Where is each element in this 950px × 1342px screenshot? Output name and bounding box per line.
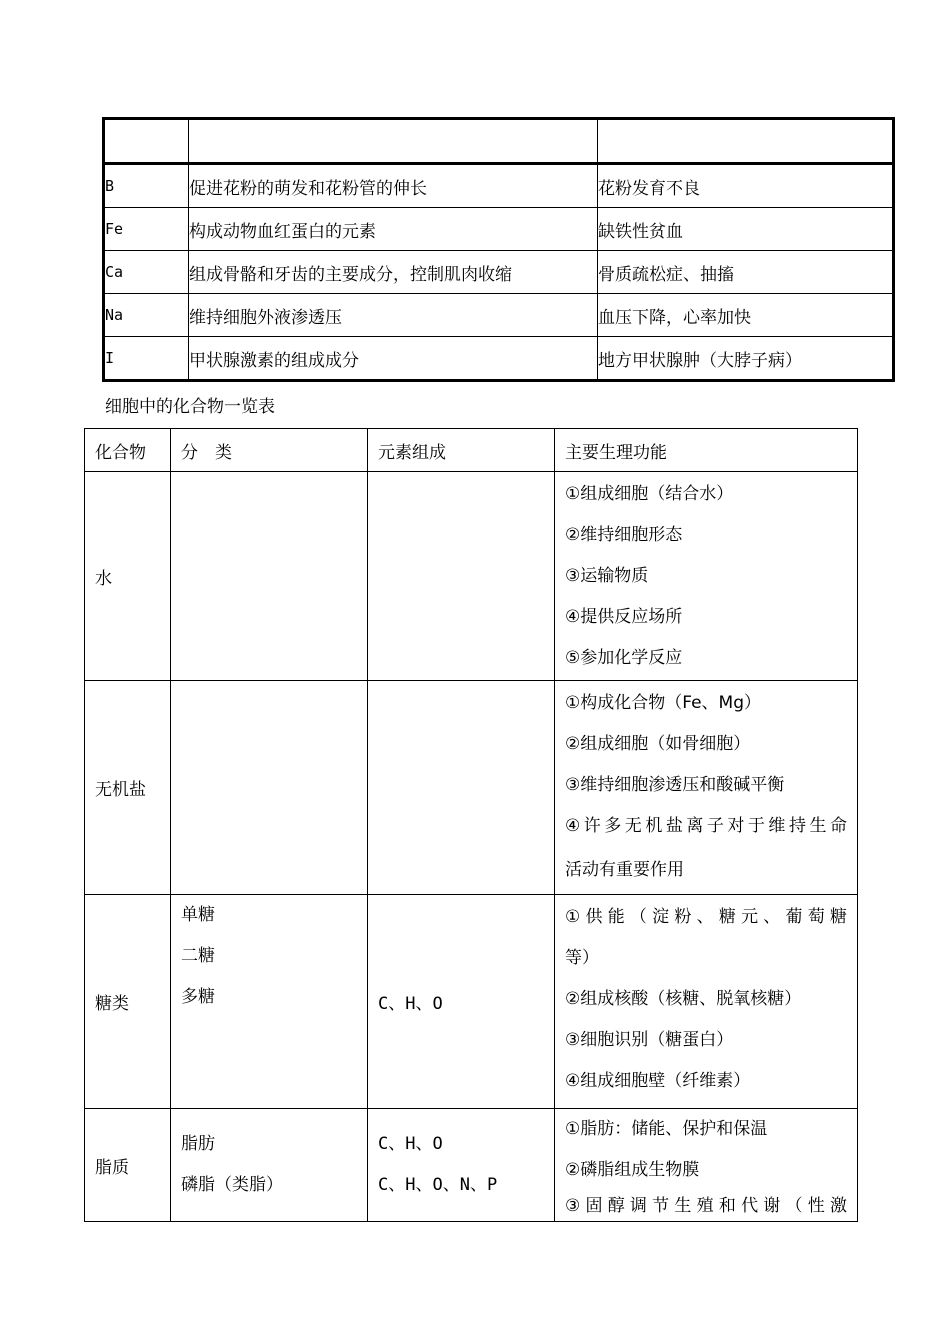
- function-item: ③固醇调节生殖和代谢（性激: [565, 1196, 847, 1216]
- table-row-carbohydrates: [85, 895, 858, 1109]
- table-row-lipids: [85, 1109, 858, 1222]
- function-item: ③细胞识别（糖蛋白）: [565, 1030, 734, 1050]
- element-symbol: B: [104, 164, 189, 208]
- table-row: [104, 164, 894, 208]
- table-row: [104, 251, 894, 294]
- header-class: 分 类: [171, 429, 368, 472]
- function-item: ②组成核酸（核糖、脱氧核糖）: [565, 989, 802, 1009]
- element-symbol: I: [104, 337, 189, 381]
- header-cell: [189, 119, 598, 164]
- table-header-row: [104, 119, 894, 164]
- compound-elements-cell: [368, 895, 555, 1109]
- function-item: ①构成化合物（Fe、Mg）: [565, 693, 762, 713]
- class-item: 单糖: [181, 905, 215, 925]
- function-item: ④提供反应场所: [565, 607, 683, 627]
- function-item: ④组成细胞壁（纤维素）: [565, 1071, 751, 1091]
- header-elements: 元素组成: [368, 429, 555, 472]
- header-cell: [598, 119, 894, 164]
- compound-name: 无机盐: [85, 681, 171, 895]
- compound-elements-cell: [368, 681, 555, 895]
- compound-functions: [555, 472, 858, 681]
- compound-functions: [555, 1109, 858, 1222]
- element-function: 维持细胞外液渗透压: [189, 294, 598, 337]
- element-function: 甲状腺激素的组成成分: [189, 337, 598, 381]
- deficiency-symptom: 花粉发育不良: [598, 164, 894, 208]
- compound-name: 糖类: [85, 895, 171, 1109]
- compound-class-cell: [171, 895, 368, 1109]
- compound-elements-cell: [368, 472, 555, 681]
- element-composition: C、H、O、N、P: [378, 1175, 498, 1195]
- function-item: ①供能（淀粉、糖元、葡萄糖: [565, 907, 847, 927]
- element-symbol: Na: [104, 294, 189, 337]
- element-symbol: Ca: [104, 251, 189, 294]
- header-function: 主要生理功能: [555, 429, 858, 472]
- element-function: 组成骨骼和牙齿的主要成分，控制肌肉收缩: [189, 251, 598, 294]
- compound-class-cell: [171, 681, 368, 895]
- compounds-table: [84, 428, 858, 1222]
- compound-class-cell: [171, 1109, 368, 1222]
- function-item: ④许多无机盐离子对于维持生命: [565, 816, 847, 836]
- compound-functions: [555, 681, 858, 895]
- table-caption: 细胞中的化合物一览表: [105, 397, 275, 417]
- compound-functions: [555, 895, 858, 1109]
- trace-elements-table: [102, 117, 895, 382]
- function-item: ②维持细胞形态: [565, 525, 683, 545]
- function-item: 等）: [565, 948, 599, 968]
- table-header-row: [85, 429, 858, 472]
- class-item: 磷脂（类脂）: [181, 1175, 283, 1195]
- table-row-water: [85, 472, 858, 681]
- element-symbol: Fe: [104, 208, 189, 251]
- function-item: ⑤参加化学反应: [565, 648, 683, 668]
- header-compound: 化合物: [85, 429, 171, 472]
- table-row: [104, 208, 894, 251]
- function-item: ③维持细胞渗透压和酸碱平衡: [565, 775, 785, 795]
- function-item: ②磷脂组成生物膜: [565, 1160, 700, 1180]
- header-cell: [104, 119, 189, 164]
- function-item: 活动有重要作用: [565, 860, 684, 880]
- class-item: 多糖: [181, 987, 215, 1007]
- deficiency-symptom: 缺铁性贫血: [598, 208, 894, 251]
- deficiency-symptom: 血压下降，心率加快: [598, 294, 894, 337]
- table-row: [104, 337, 894, 381]
- table-row-inorganic-salt: [85, 681, 858, 895]
- element-function: 构成动物血红蛋白的元素: [189, 208, 598, 251]
- compound-name: 脂质: [85, 1109, 171, 1222]
- deficiency-symptom: 地方甲状腺肿（大脖子病）: [598, 337, 894, 381]
- element-composition: C、H、O: [378, 1134, 443, 1154]
- class-item: 脂肪: [181, 1134, 215, 1154]
- compound-class-cell: [171, 472, 368, 681]
- function-item: ①脂肪：储能、保护和保温: [565, 1119, 768, 1139]
- element-composition: C、H、O: [378, 994, 443, 1014]
- table-row: [104, 294, 894, 337]
- deficiency-symptom: 骨质疏松症、抽搐: [598, 251, 894, 294]
- function-item: ③运输物质: [565, 566, 649, 586]
- class-item: 二糖: [181, 946, 215, 966]
- compound-elements-cell: [368, 1109, 555, 1222]
- element-function: 促进花粉的萌发和花粉管的伸长: [189, 164, 598, 208]
- function-item: ①组成细胞（结合水）: [565, 484, 734, 504]
- compound-name: 水: [85, 472, 171, 681]
- function-item: ②组成细胞（如骨细胞）: [565, 734, 751, 754]
